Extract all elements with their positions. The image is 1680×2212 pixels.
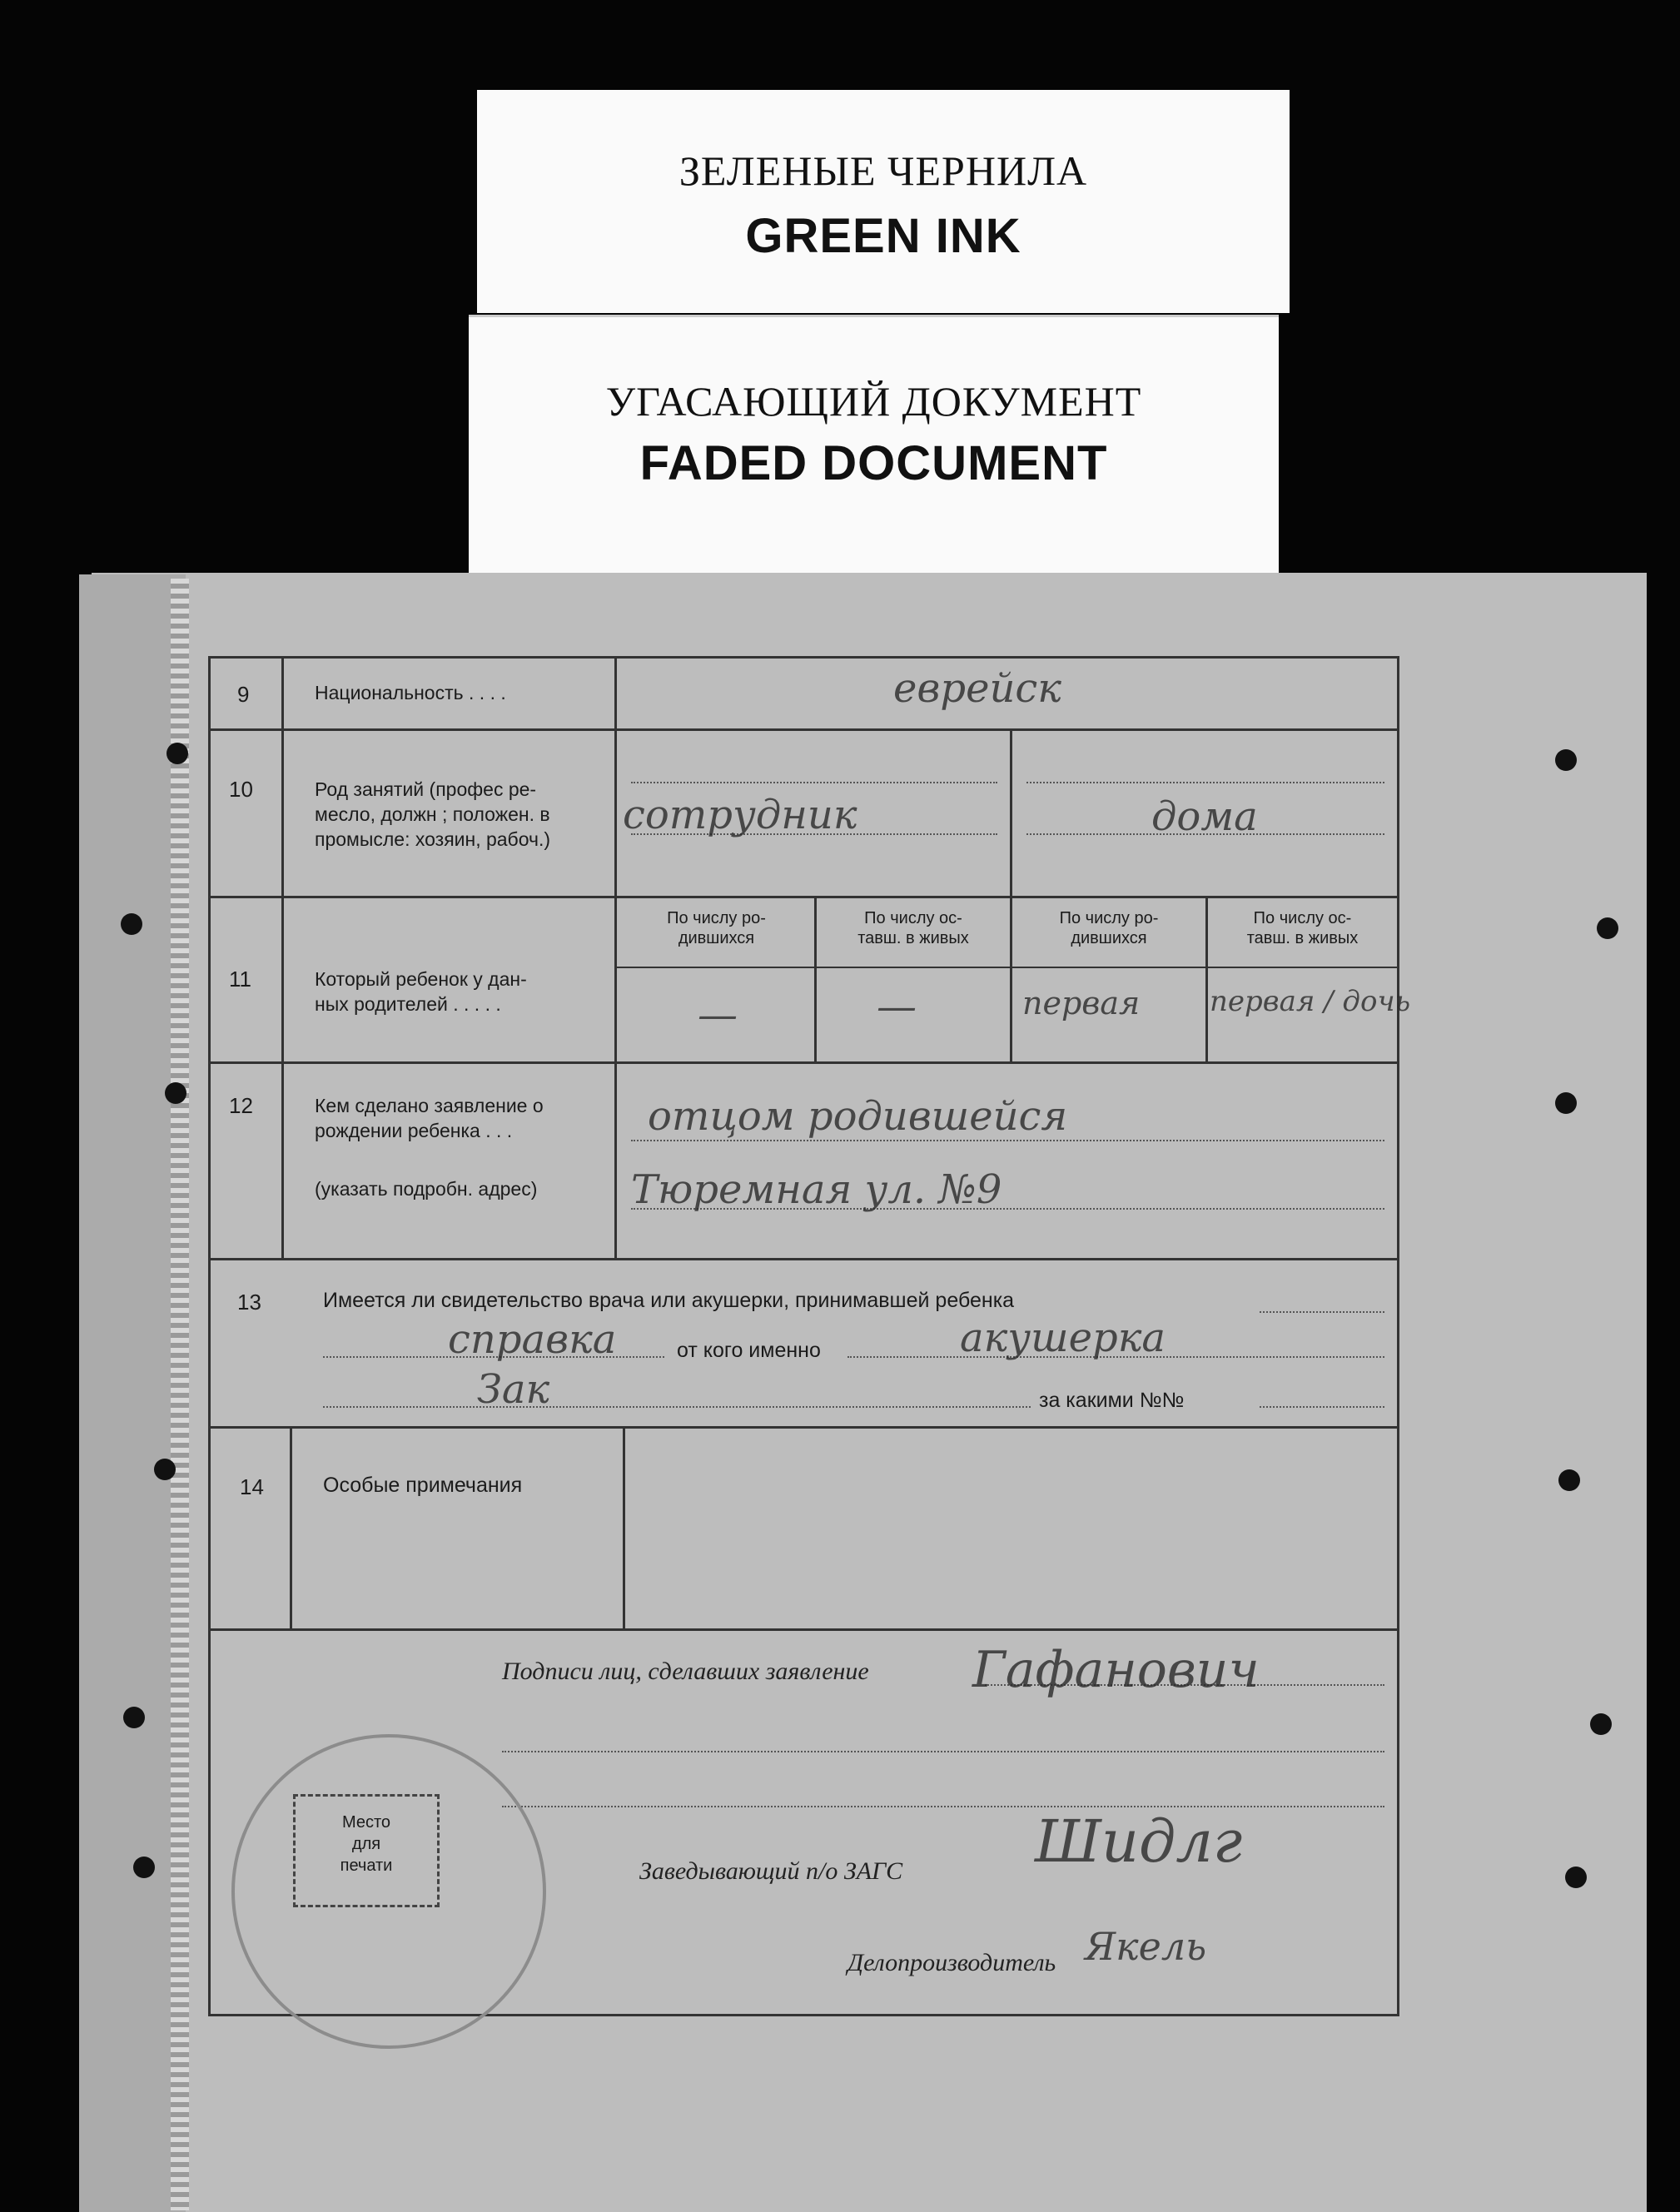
col-head-text: По числу ро- xyxy=(667,909,766,927)
certificate-numbers-label: за какими №№ xyxy=(1039,1389,1185,1412)
applicant-signature: Гафанович xyxy=(972,1641,1260,1699)
col-head-text: дившихся xyxy=(1071,929,1147,947)
punch-hole xyxy=(165,1082,186,1104)
child-alive-mother-value: первая / дочь xyxy=(1210,985,1411,1018)
child-alive-father-value: — xyxy=(877,983,917,1030)
binding-strip xyxy=(79,574,186,2212)
punch-hole xyxy=(121,913,142,935)
certificate-from-value: акушерка xyxy=(960,1315,1166,1361)
punch-hole xyxy=(154,1459,176,1480)
faded-en: FADED DOCUMENT xyxy=(639,436,1108,490)
declarant-value-1: отцом родившейся xyxy=(648,1093,1068,1140)
seal-place-text: печати xyxy=(340,1857,393,1875)
col-divider xyxy=(1010,728,1012,1061)
which-child-label-1: Который ребенок у дан- xyxy=(315,968,527,990)
faded-ru: УГАСАЮЩИЙ ДОКУМЕНТ xyxy=(605,378,1142,425)
col-head-text: дившихся xyxy=(678,929,755,947)
col-head-alive-2 xyxy=(1208,908,1397,948)
col-head-born-2 xyxy=(1012,908,1205,948)
col-head-text: По числу ос- xyxy=(1253,909,1352,927)
nationality-label: Национальность . . . . xyxy=(315,682,506,703)
punch-hole xyxy=(1555,1092,1577,1114)
clerk-label: Делопроизводитель xyxy=(847,1949,1056,1976)
declarant-label-1: Кем сделано заявление о xyxy=(315,1095,544,1116)
col-head-text: По числу ро- xyxy=(1059,909,1159,927)
occupation-mother-value: дома xyxy=(1151,793,1258,840)
row-14-number: 14 xyxy=(240,1474,264,1499)
col-head-text: тавш. в живых xyxy=(857,929,969,947)
row-12-number: 12 xyxy=(229,1093,253,1118)
dotted-line xyxy=(631,1140,1384,1141)
which-child-label-2: ных родителей . . . . . xyxy=(315,993,501,1015)
applicants-signature-label: Подписи лиц, сделавших заявление xyxy=(502,1658,869,1685)
declarant-label-3: (указать подробн. адрес) xyxy=(315,1178,538,1200)
row-11-number: 11 xyxy=(229,967,251,992)
dotted-line xyxy=(631,782,997,783)
punch-hole xyxy=(1590,1713,1612,1735)
child-born-mother-value: первая xyxy=(1022,985,1141,1021)
row-divider xyxy=(211,728,1397,731)
registry-head-label: Заведывающий п/о ЗАГС xyxy=(639,1857,903,1885)
certificate-from-label: от кого именно xyxy=(677,1339,821,1362)
col-head-born-1 xyxy=(619,908,814,948)
col-head-text: По числу ос- xyxy=(864,909,962,927)
special-notes-label: Особые примечания xyxy=(323,1474,523,1497)
punch-hole xyxy=(167,743,188,764)
col-divider xyxy=(614,659,617,1258)
col-divider xyxy=(623,1426,625,1628)
col-divider xyxy=(281,659,284,1258)
binding-edge xyxy=(171,579,189,2210)
punch-hole xyxy=(1565,1867,1587,1888)
seal-place-text: Место xyxy=(341,1813,391,1832)
row-13-number: 13 xyxy=(237,1290,261,1315)
punch-hole xyxy=(123,1707,145,1728)
row-divider xyxy=(211,1061,1397,1064)
occupation-father-value: сотрудник xyxy=(623,792,857,838)
occupation-label-3: промысле: хозяин, рабоч.) xyxy=(315,828,551,850)
dotted-line xyxy=(1026,782,1384,783)
dotted-line xyxy=(1260,1311,1384,1313)
declarant-label-2: рождении ребенка . . . xyxy=(315,1120,513,1141)
dotted-line xyxy=(323,1406,1031,1408)
dotted-line xyxy=(1260,1406,1384,1408)
certificate-number-value: Зак xyxy=(477,1366,550,1413)
faded-document-label xyxy=(469,315,1279,575)
occupation-label-2: месло, должн ; положен. в xyxy=(315,803,550,825)
row-divider xyxy=(211,1628,1397,1631)
occupation-label-1: Род занятий (профес ре- xyxy=(315,778,537,800)
registry-head-signature: Шидлг xyxy=(1035,1807,1243,1876)
row-10-number: 10 xyxy=(229,777,253,802)
row-9-number: 9 xyxy=(237,682,250,707)
col-divider xyxy=(290,1426,292,1628)
punch-hole xyxy=(133,1857,155,1878)
col-head-alive-1 xyxy=(817,908,1010,948)
punch-hole xyxy=(1597,917,1618,939)
row-divider xyxy=(211,1258,1397,1260)
dotted-line xyxy=(502,1751,1384,1752)
declarant-address-value: Тюремная ул. №9 xyxy=(631,1166,1002,1213)
seal-place-text: для xyxy=(351,1835,381,1853)
dotted-line xyxy=(502,1806,1384,1807)
row-divider xyxy=(211,896,1397,898)
green-ink-ru: ЗЕЛЕНЫЕ ЧЕРНИЛА xyxy=(678,147,1088,194)
punch-hole xyxy=(1558,1469,1580,1491)
nationality-value: еврейск xyxy=(893,665,1061,712)
child-born-father-value: — xyxy=(698,992,738,1038)
col-head-text: тавш. в живых xyxy=(1246,929,1359,947)
certificate-value: справка xyxy=(448,1316,617,1363)
certificate-question: Имеется ли свидетельство врача или акушерки, принимавшей ребенка xyxy=(323,1289,1015,1312)
clerk-signature: Якель xyxy=(1085,1924,1207,1969)
seal-place-box xyxy=(293,1794,440,1907)
row-divider xyxy=(211,1426,1397,1429)
green-ink-label xyxy=(477,90,1290,313)
punch-hole xyxy=(1555,749,1577,771)
green-ink-en: GREEN INK xyxy=(745,209,1021,263)
col-header-divider xyxy=(617,967,1397,968)
